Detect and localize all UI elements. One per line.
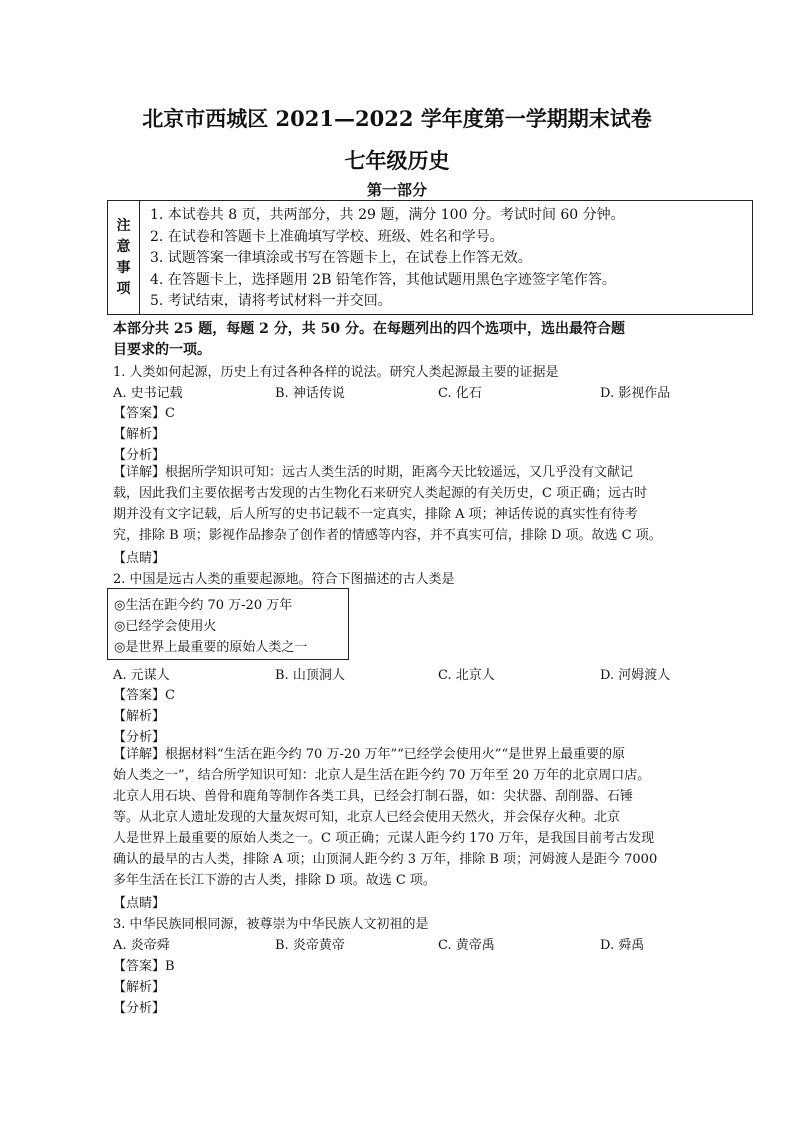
notice-label-char: 事 bbox=[116, 259, 131, 276]
question-3-analysis-tag: 【解析】 bbox=[113, 980, 166, 995]
question-3-stem: 3. 中华民族同根同源，被尊崇为中华民族人文初祖的是 bbox=[113, 917, 429, 932]
detail-line: 等。从北京人遗址发现的大量灰烬可知，北京人已经会使用天然火，并会保存火种。北京 bbox=[113, 810, 621, 825]
question-1-option-c: C. 化石 bbox=[438, 386, 482, 401]
question-1-stem: 1. 人类如何起源，历史上有过各种各样的说法。研究人类起源最主要的证据是 bbox=[113, 365, 559, 380]
detail-line: 【详解】根据所学知识可知：远古人类生活的时期，距离今天比较遥远，又几乎没有文献记 bbox=[113, 465, 634, 480]
material-line: ◎是世界上最重要的原始人类之一 bbox=[114, 640, 308, 655]
question-3-option-d: D. 舜禹 bbox=[600, 938, 645, 953]
section-intro-line: 本部分共 25 题，每题 2 分，共 50 分。在每题列出的四个选项中，选出最符合题 bbox=[113, 321, 625, 337]
question-3-fenxi-tag: 【分析】 bbox=[113, 1001, 166, 1016]
section-intro-line: 目要求的一项。 bbox=[113, 342, 211, 358]
notice-item: 5. 考试结束，请将考试材料一并交回。 bbox=[150, 293, 392, 309]
question-1-option-d: D. 影视作品 bbox=[600, 386, 671, 401]
question-2-fenxi-tag: 【分析】 bbox=[113, 730, 166, 745]
exam-title: 北京市西城区 2021—2022 学年度第一学期期末试卷 bbox=[142, 106, 652, 131]
notice-list bbox=[150, 205, 625, 313]
detail-line: 始人类之一”，结合所学知识可知：北京人是生活在距今约 70 万年至 20 万年的北京周口店。 bbox=[113, 768, 651, 783]
question-2-stem: 2. 中国是远古人类的重要起源地。符合下图描述的古人类是 bbox=[113, 572, 455, 587]
question-2-dianjing-tag: 【点睛】 bbox=[113, 896, 166, 911]
question-3-option-c: C. 黄帝禹 bbox=[438, 938, 495, 953]
question-2-material-box bbox=[107, 588, 349, 660]
detail-line: 究，排除 B 项；影视作品掺杂了创作者的情感等内容，并不真实可信，排除 D 项。故选 C 项。 bbox=[113, 528, 662, 543]
detail-line: 确认的最早的古人类，排除 A 项；山顶洞人距今约 3 万年，排除 B 项；河姆渡人是距今 7000 bbox=[113, 852, 658, 867]
material-line: ◎已经学会使用火 bbox=[114, 619, 217, 634]
notice-item: 3. 试题答案一律填涂或书写在答题卡上，在试卷上作答无效。 bbox=[150, 250, 532, 266]
question-2-option-a: A. 元谋人 bbox=[113, 668, 170, 683]
detail-line: 【详解】根据材料“生活在距今约 70 万-20 万年”“已经学会使用火”“是世界上最重要的原 bbox=[113, 747, 626, 762]
question-2-analysis-tag: 【解析】 bbox=[113, 709, 166, 724]
question-1-detail bbox=[113, 462, 687, 546]
question-1-analysis-tag: 【解析】 bbox=[113, 427, 166, 442]
detail-line: 载，因此我们主要依据考古发现的古生物化石来研究人类起源的有关历史，C 项正确；远古时 bbox=[113, 486, 648, 501]
exam-subtitle: 七年级历史 bbox=[344, 148, 450, 173]
detail-line: 北京人用石块、兽骨和鹿角等制作各类工具，已经会打制石器，如：尖状器、刮削器、石锤 bbox=[113, 789, 634, 804]
detail-line: 人是世界上最重要的原始人类之一。C 项正确；元谋人距今约 170 万年，是我国目前考古发现 bbox=[113, 831, 655, 846]
question-1-option-a: A. 史书记载 bbox=[113, 386, 183, 401]
part-heading: 第一部分 bbox=[366, 181, 427, 199]
question-2-option-d: D. 河姆渡人 bbox=[600, 668, 671, 683]
notice-label-char: 注 bbox=[116, 217, 131, 234]
question-3-option-b: B. 炎帝黄帝 bbox=[275, 938, 345, 953]
material-line: ◎生活在距今约 70 万-20 万年 bbox=[114, 598, 293, 613]
question-2-option-c: C. 北京人 bbox=[438, 668, 495, 683]
notice-label-char: 意 bbox=[116, 238, 131, 255]
question-1-dianjing-tag: 【点睛】 bbox=[113, 551, 166, 566]
notice-label bbox=[108, 201, 140, 314]
notice-box bbox=[107, 200, 753, 315]
notice-item: 2. 在试卷和答题卡上准确填写学校、班级、姓名和学号。 bbox=[150, 228, 504, 245]
question-1-fenxi-tag: 【分析】 bbox=[113, 448, 166, 463]
question-1-option-b: B. 神话传说 bbox=[275, 386, 345, 401]
question-2-option-b: B. 山顶洞人 bbox=[275, 668, 345, 683]
notice-item: 4. 在答题卡上，选择题用 2B 铅笔作答，其他试题用黑色字迹签字笔作答。 bbox=[150, 271, 616, 288]
detail-line: 期并没有文字记载，后人所写的史书记载不一定真实，排除 A 项；神话传说的真实性有待考 bbox=[113, 507, 638, 522]
question-3-option-a: A. 炎帝舜 bbox=[113, 938, 170, 953]
detail-line: 多年生活在长江下游的古人类，排除 D 项。故选 C 项。 bbox=[113, 873, 436, 888]
question-3-answer: 【答案】B bbox=[113, 959, 175, 974]
notice-label-char: 项 bbox=[116, 280, 131, 297]
notice-item: 1. 本试卷共 8 页，共两部分，共 29 题，满分 100 分。考试时间 60 分钟。 bbox=[150, 207, 625, 223]
question-1-answer: 【答案】C bbox=[113, 406, 175, 421]
question-2-detail bbox=[113, 744, 687, 891]
question-2-answer: 【答案】C bbox=[113, 688, 175, 703]
